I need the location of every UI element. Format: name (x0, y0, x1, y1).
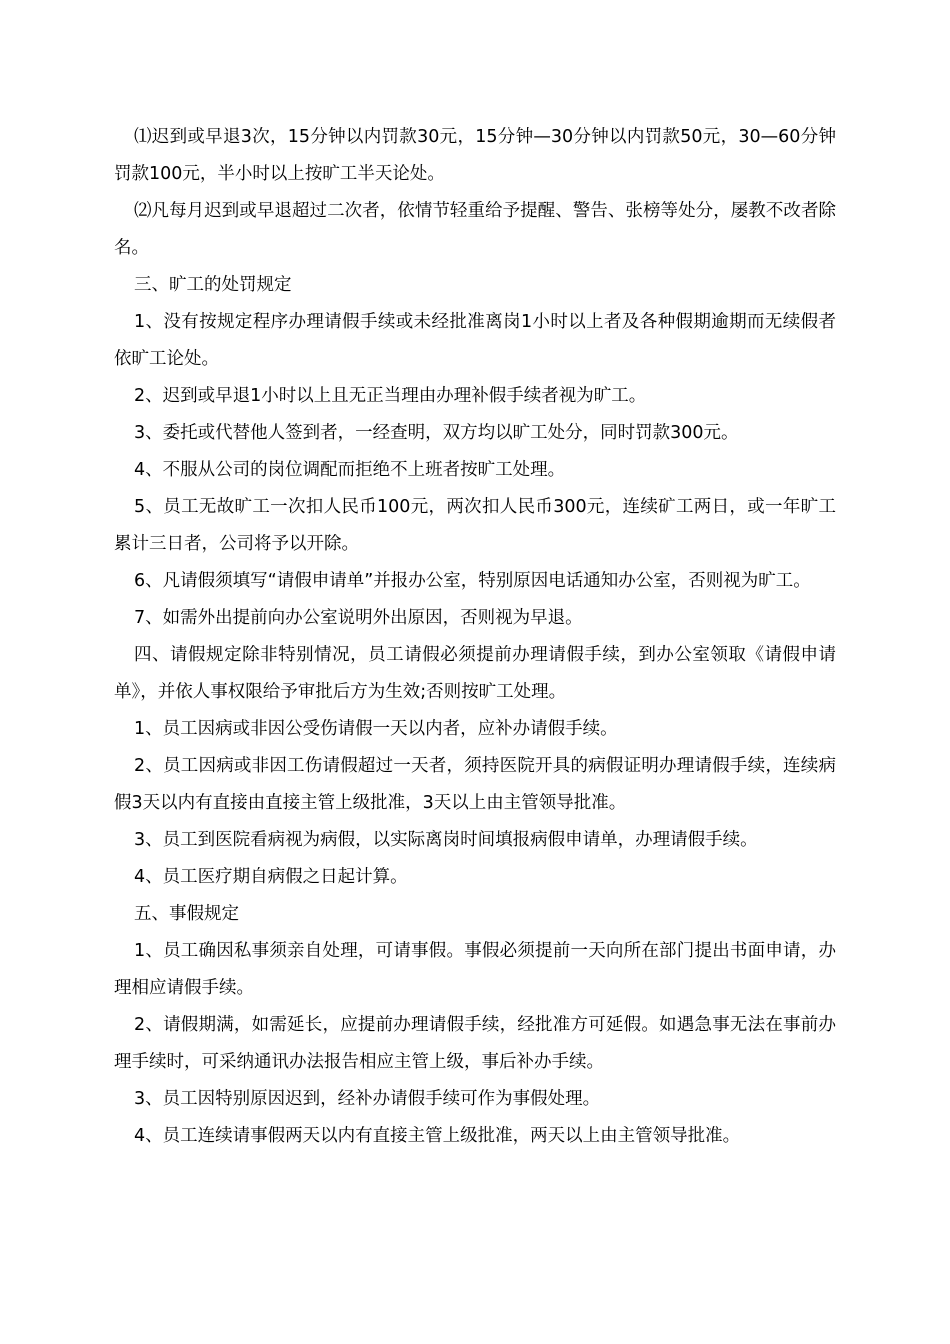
list-item: 1、员工确因私事须亲自处理，可请事假。事假必须提前一天向所在部门提出书面申请，办理相应请假手续。 (114, 941, 836, 998)
list-item: 1、员工因病或非因公受伤请假一天以内者，应补办请假手续。 (134, 719, 618, 739)
list-item: 3、委托或代替他人签到者，一经查明，双方均以旷工处分，同时罚款300元。 (134, 423, 739, 443)
list-item: 2、请假期满，如需延长，应提前办理请假手续，经批准方可延假。如遇急事无法在事前办理手续时，可采纳通讯办法报告相应主管上级，事后补办手续。 (114, 1015, 836, 1072)
section-heading-personal-leave: 五、事假规定 (134, 904, 239, 924)
list-item: 2、迟到或早退1小时以上且无正当理由办理补假手续者视为旷工。 (134, 386, 647, 406)
list-item: 2、员工因病或非因工伤请假超过一天者，须持医院开具的病假证明办理请假手续，连续病假3天以内有直接由直接主管上级批准，3天以上由主管领导批准。 (114, 756, 836, 813)
list-item: 4、不服从公司的岗位调配而拒绝不上班者按旷工处理。 (134, 460, 566, 480)
list-item: 1、没有按规定程序办理请假手续或未经批准离岗1小时以上者及各种假期逾期而无续假者依旷工论处。 (114, 312, 836, 369)
section-heading-leave-rules: 四、请假规定除非特别情况，员工请假必须提前办理请假手续，到办公室领取《请假申请单》，并依人事权限给予审批后方为生效;否则按旷工处理。 (114, 645, 836, 702)
list-item: 4、员工连续请事假两天以内有直接主管上级批准，两天以上由主管领导批准。 (134, 1126, 741, 1146)
section-heading-absenteeism: 三、旷工的处罚规定 (134, 275, 292, 295)
list-item: 3、员工到医院看病视为病假，以实际离岗时间填报病假申请单，办理请假手续。 (134, 830, 758, 850)
list-item: 7、如需外出提前向办公室说明外出原因，否则视为早退。 (134, 608, 583, 628)
paragraph-repeated-lateness: ⑵凡每月迟到或早退超过二次者，依情节轻重给予提醒、警告、张榜等处分，屡教不改者除名。 (114, 201, 836, 258)
list-item: 5、员工无故旷工一次扣人民币100元，两次扣人民币300元，连续矿工两日，或一年旷工累计三日者，公司将予以开除。 (114, 497, 836, 554)
list-item: 4、员工医疗期自病假之日起计算。 (134, 867, 408, 887)
list-item: 3、员工因特别原因迟到，经补办请假手续可作为事假处理。 (134, 1089, 601, 1109)
list-item: 6、凡请假须填写“请假申请单”并报办公室，特别原因电话通知办公室，否则视为旷工。 (134, 571, 811, 591)
paragraph-late-penalty-fines: ⑴迟到或早退3次，15分钟以内罚款30元，15分钟—30分钟以内罚款50元，30—60分钟罚款100元，半小时以上按旷工半天论处。 (114, 127, 836, 184)
document-body (114, 119, 836, 1155)
